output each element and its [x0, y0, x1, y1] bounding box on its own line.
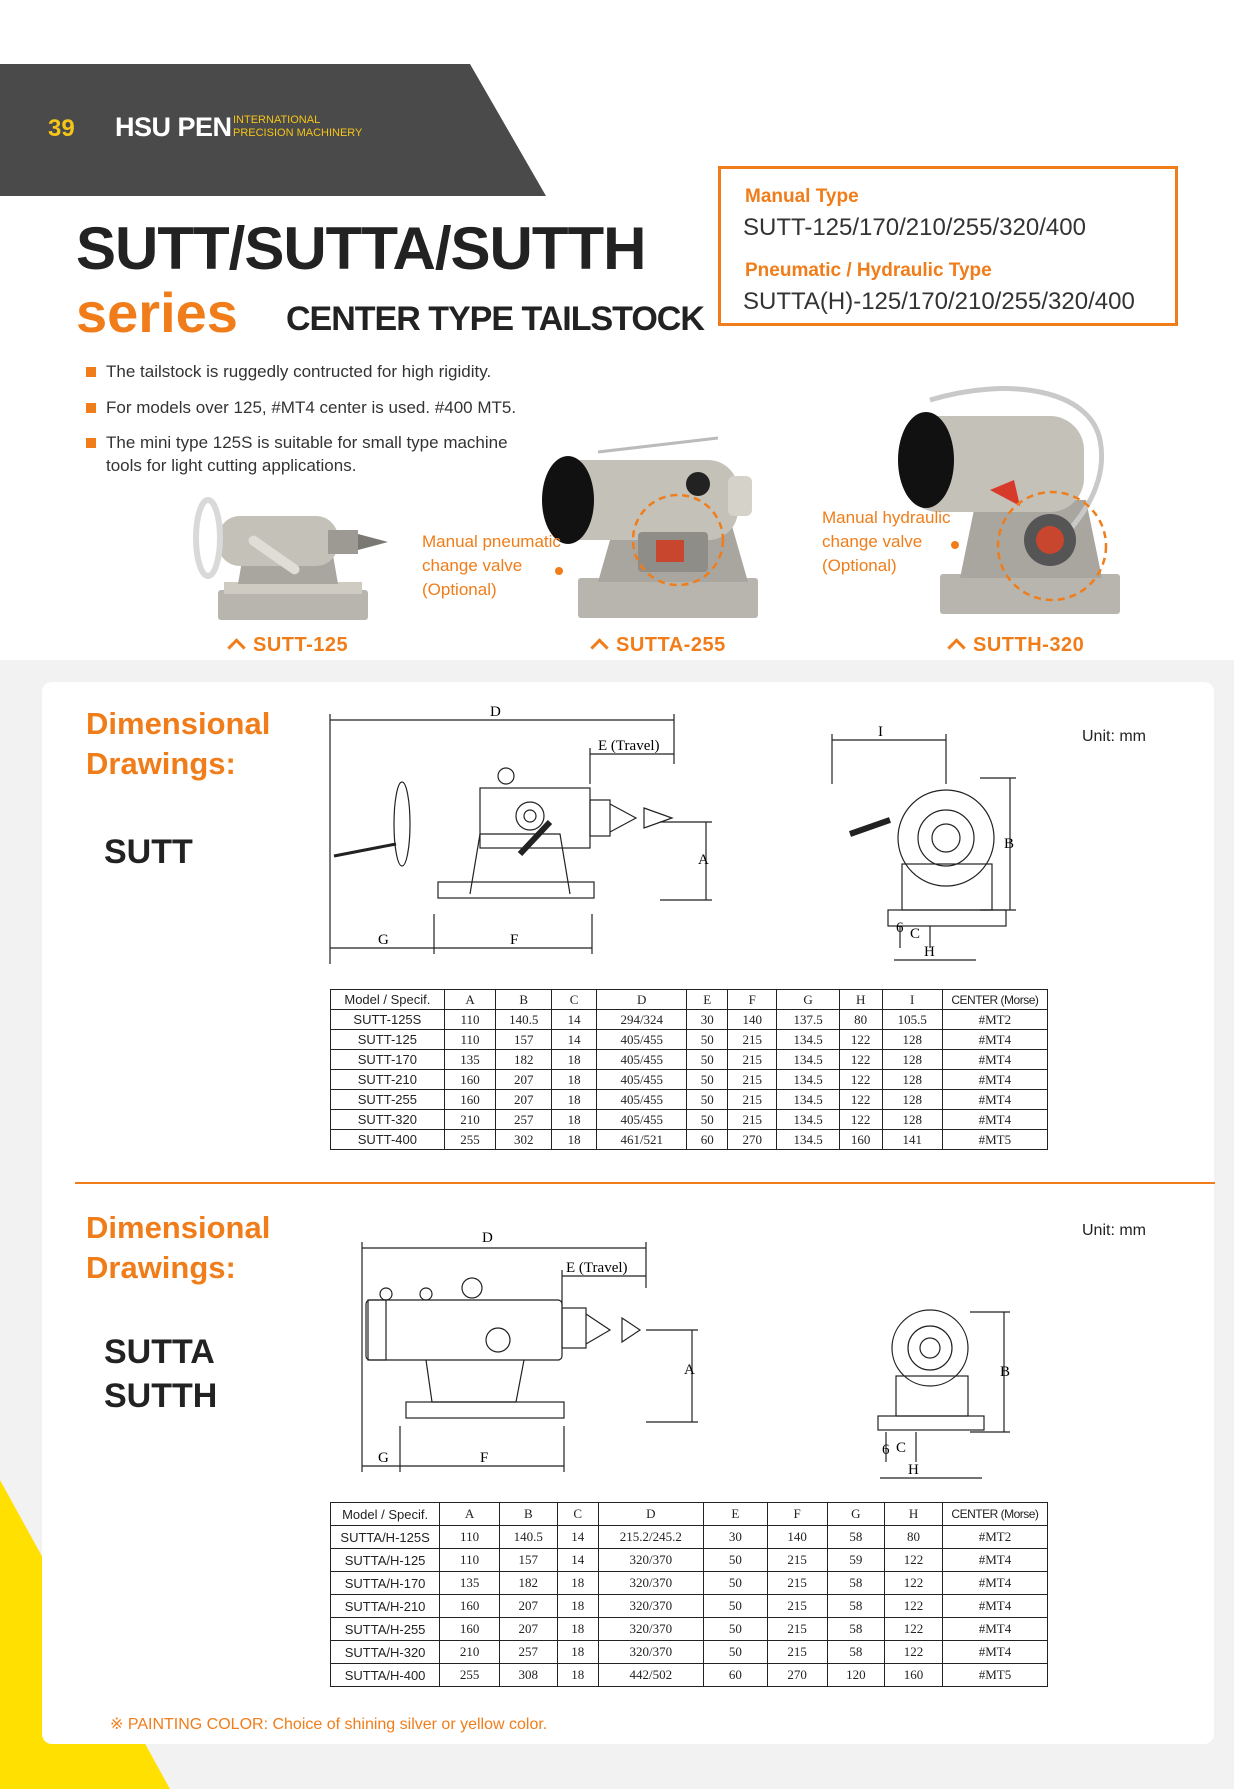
table-cell: #MT4 [942, 1595, 1047, 1618]
table-cell: 134.5 [777, 1070, 839, 1090]
table-cell: 182 [496, 1050, 552, 1070]
sutt-front-drawing [830, 724, 1030, 964]
table-cell: 140.5 [496, 1010, 552, 1030]
table-cell: 320/370 [598, 1572, 703, 1595]
table-cell: 141 [882, 1130, 942, 1150]
table-header-cell: A [440, 1503, 500, 1526]
table-cell: 80 [839, 1010, 882, 1030]
callout-circle-hydraulic [992, 486, 1112, 606]
table-cell: SUTTA/H-170 [331, 1572, 440, 1595]
table-header-cell: E [703, 1503, 767, 1526]
table-cell: 50 [687, 1090, 728, 1110]
table-cell: 122 [885, 1549, 943, 1572]
table-cell: SUTTA/H-400 [331, 1664, 440, 1687]
table-cell: SUTTA/H-125 [331, 1549, 440, 1572]
table-cell: 50 [687, 1050, 728, 1070]
table-row [331, 1090, 1048, 1110]
painting-color-note: ※ PAINTING COLOR: Choice of shining silver or yellow color. [110, 1716, 548, 1733]
callout-line: Manual hydraulic [822, 508, 951, 527]
table-cell: 14 [552, 1030, 597, 1050]
table-cell: 128 [882, 1090, 942, 1110]
table-cell: 215 [728, 1070, 777, 1090]
table-cell: 210 [440, 1641, 500, 1664]
table-header-cell: B [496, 990, 552, 1010]
table-cell: 270 [728, 1130, 777, 1150]
table-cell: 110 [444, 1030, 496, 1050]
table-cell: 215 [767, 1595, 827, 1618]
sutta-side-drawing [356, 1226, 706, 1472]
caption-text: SUTT-125 [253, 634, 349, 656]
sutt-side-drawing [320, 704, 720, 964]
callout-line: (Optional) [422, 580, 497, 599]
table-cell: 320/370 [598, 1595, 703, 1618]
table-header-cell: I [882, 990, 942, 1010]
table-cell: 18 [557, 1641, 598, 1664]
dim-label-f: F [510, 932, 519, 948]
table-cell: #MT4 [942, 1110, 1047, 1130]
manual-type-models: SUTT-125/170/210/255/320/400 [743, 214, 1086, 241]
table-cell: 50 [703, 1549, 767, 1572]
table-cell: 18 [552, 1130, 597, 1150]
chevron-up-icon [947, 638, 965, 656]
table-cell: 255 [444, 1130, 496, 1150]
callout-circle-pneumatic [628, 490, 728, 590]
table-cell: 122 [839, 1030, 882, 1050]
table-cell: 58 [827, 1526, 885, 1549]
table-cell: 215 [767, 1618, 827, 1641]
manual-type-label: Manual Type [745, 186, 859, 207]
table-header-cell: E [687, 990, 728, 1010]
table-cell: 215 [728, 1050, 777, 1070]
table-cell: 122 [839, 1050, 882, 1070]
table-cell: SUTT-400 [331, 1130, 445, 1150]
table-cell: 215 [767, 1549, 827, 1572]
table-cell: 215 [767, 1641, 827, 1664]
brand-subtitle-2: PRECISION MACHINERY [233, 127, 363, 139]
pneumatic-type-models: SUTTA(H)-125/170/210/255/320/400 [743, 288, 1135, 315]
table-cell: 134.5 [777, 1130, 839, 1150]
section1-heading [86, 704, 270, 784]
table-cell: 302 [496, 1130, 552, 1150]
table-cell: 160 [839, 1130, 882, 1150]
table-row [331, 1110, 1048, 1130]
table-cell: 207 [496, 1090, 552, 1110]
table-cell: #MT2 [942, 1010, 1047, 1030]
brand-subtitle-1: INTERNATIONAL [233, 114, 321, 126]
bullet-icon [86, 367, 96, 377]
title-subtitle: CENTER TYPE TAILSTOCK [286, 300, 704, 338]
table-cell: 122 [885, 1641, 943, 1664]
table-cell: 140.5 [499, 1526, 557, 1549]
table-cell: 160 [444, 1090, 496, 1110]
table-cell: SUTT-210 [331, 1070, 445, 1090]
dim-label-f: F [480, 1450, 489, 1466]
dim-label-c: C [896, 1440, 907, 1456]
table-header-cell: G [777, 990, 839, 1010]
callout-line: Manual pneumatic [422, 532, 561, 551]
table-header-cell: D [598, 1503, 703, 1526]
section2-model [104, 1330, 217, 1418]
table-body [331, 1526, 1048, 1687]
table-cell: 255 [440, 1664, 500, 1687]
caption-sutt-125 [230, 634, 348, 657]
table-cell: 320/370 [598, 1549, 703, 1572]
table-cell: 134.5 [777, 1050, 839, 1070]
table-row [331, 1549, 1048, 1572]
table-header-cell: H [839, 990, 882, 1010]
table-cell: SUTT-125 [331, 1030, 445, 1050]
table-cell: 14 [557, 1526, 598, 1549]
product-photo-sutt-125 [178, 486, 418, 626]
table-cell: 50 [687, 1110, 728, 1130]
table-cell: 50 [703, 1572, 767, 1595]
table-cell: 18 [552, 1070, 597, 1090]
table-cell: 215 [767, 1572, 827, 1595]
table-row [331, 1526, 1048, 1549]
table-cell: 122 [885, 1618, 943, 1641]
table-cell: 134.5 [777, 1090, 839, 1110]
table-cell: 215 [728, 1090, 777, 1110]
table-cell: #MT4 [942, 1050, 1047, 1070]
table-cell: #MT4 [942, 1572, 1047, 1595]
table-cell: 60 [687, 1130, 728, 1150]
table-cell: 320/370 [598, 1641, 703, 1664]
table-cell: 207 [499, 1618, 557, 1641]
section2-unit: Unit: mm [1082, 1222, 1146, 1239]
table-cell: 128 [882, 1070, 942, 1090]
table-cell: SUTTA/H-210 [331, 1595, 440, 1618]
table-row [331, 1641, 1048, 1664]
heading-line: Drawings: [86, 746, 236, 781]
table-header-cell: Model / Specif. [331, 990, 445, 1010]
dim-label-h: H [908, 1462, 919, 1478]
table-cell: SUTTA/H-125S [331, 1526, 440, 1549]
table-row [331, 1070, 1048, 1090]
dim-label-a: A [698, 852, 709, 868]
page-title: SUTT/SUTTA/SUTTH [76, 215, 646, 282]
table-cell: 110 [440, 1549, 500, 1572]
heading-line: Dimensional [86, 706, 271, 741]
feature-item-cont: tools for light cutting applications. [106, 456, 357, 475]
table-cell: 110 [440, 1526, 500, 1549]
brand-name: HSU PEN [115, 112, 232, 142]
table-cell: 210 [444, 1110, 496, 1130]
table-cell: 18 [557, 1572, 598, 1595]
chevron-up-icon [590, 638, 608, 656]
table-cell: 110 [444, 1010, 496, 1030]
sutta-front-drawing [836, 1266, 1026, 1486]
table-header-cell: CENTER (Morse) [942, 1503, 1047, 1526]
table-cell: 160 [444, 1070, 496, 1090]
table-cell: 14 [557, 1549, 598, 1572]
table-cell: 157 [499, 1549, 557, 1572]
table-cell: SUTT-255 [331, 1090, 445, 1110]
table-cell: 120 [827, 1664, 885, 1687]
table-cell: 405/455 [597, 1070, 687, 1090]
table-row [331, 1664, 1048, 1687]
table-cell: 80 [885, 1526, 943, 1549]
table-header-cell: Model / Specif. [331, 1503, 440, 1526]
callout-hydraulic [822, 506, 951, 578]
table-cell: 308 [499, 1664, 557, 1687]
table-cell: 122 [839, 1110, 882, 1130]
bullet-icon [86, 403, 96, 413]
dim-label-g: G [378, 1450, 389, 1466]
dim-label-i: I [878, 724, 883, 740]
table-cell: 60 [703, 1664, 767, 1687]
table-cell: 405/455 [597, 1050, 687, 1070]
section1-unit: Unit: mm [1082, 728, 1146, 745]
dim-label-six: 6 [882, 1442, 890, 1458]
table-cell: 294/324 [597, 1010, 687, 1030]
dim-label-g: G [378, 932, 389, 948]
sutt-spec-table [330, 989, 1048, 1150]
dim-label-e: E (Travel) [566, 1260, 628, 1276]
table-row [331, 1030, 1048, 1050]
table-cell: SUTT-125S [331, 1010, 445, 1030]
dim-label-a: A [684, 1362, 695, 1378]
table-cell: 405/455 [597, 1030, 687, 1050]
table-cell: 160 [440, 1595, 500, 1618]
pneumatic-type-label: Pneumatic / Hydraulic Type [745, 260, 992, 281]
caption-text: SUTTA-255 [616, 634, 726, 656]
table-cell: 59 [827, 1549, 885, 1572]
table-header-row [331, 990, 1048, 1010]
table-header-cell: CENTER (Morse) [942, 990, 1047, 1010]
table-cell: 405/455 [597, 1090, 687, 1110]
table-header-cell: D [597, 990, 687, 1010]
caption-text: SUTTH-320 [973, 634, 1085, 656]
table-cell: 50 [703, 1641, 767, 1664]
bullet-icon [86, 438, 96, 448]
table-cell: 320/370 [598, 1618, 703, 1641]
table-cell: 134.5 [777, 1030, 839, 1050]
table-cell: 207 [496, 1070, 552, 1090]
table-header-row [331, 1503, 1048, 1526]
table-header-cell: A [444, 990, 496, 1010]
table-body [331, 1010, 1048, 1150]
table-row [331, 1618, 1048, 1641]
table-cell: 405/455 [597, 1110, 687, 1130]
table-cell: 135 [440, 1572, 500, 1595]
table-cell: #MT4 [942, 1549, 1047, 1572]
section2-heading [86, 1208, 270, 1288]
table-header-cell: C [557, 1503, 598, 1526]
sutta-spec-table [330, 1502, 1048, 1687]
dim-label-h: H [924, 944, 935, 960]
table-header-cell: F [728, 990, 777, 1010]
feature-item [86, 433, 508, 453]
section1-model: SUTT [104, 833, 193, 871]
table-cell: 18 [552, 1110, 597, 1130]
dim-label-six: 6 [896, 920, 904, 936]
callout-line: (Optional) [822, 556, 897, 575]
table-cell: #MT4 [942, 1070, 1047, 1090]
table-cell: #MT5 [942, 1130, 1047, 1150]
feature-item [86, 362, 491, 382]
dim-label-b: B [1000, 1364, 1011, 1380]
table-cell: 58 [827, 1595, 885, 1618]
table-cell: 30 [703, 1526, 767, 1549]
table-cell: 128 [882, 1050, 942, 1070]
table-cell: 58 [827, 1572, 885, 1595]
table-cell: 58 [827, 1618, 885, 1641]
caption-sutta-255 [593, 634, 726, 657]
table-cell: #MT4 [942, 1641, 1047, 1664]
table-cell: 18 [552, 1050, 597, 1070]
table-header-cell: B [499, 1503, 557, 1526]
table-cell: 257 [499, 1641, 557, 1664]
table-cell: 122 [839, 1070, 882, 1090]
dim-label-d: D [490, 704, 501, 720]
callout-line: change valve [822, 532, 923, 551]
table-cell: 30 [687, 1010, 728, 1030]
table-cell: 18 [557, 1664, 598, 1687]
dim-label-b: B [1004, 836, 1015, 852]
feature-text: For models over 125, #MT4 center is used. #400 MT5. [106, 398, 517, 417]
table-cell: 215.2/245.2 [598, 1526, 703, 1549]
table-cell: #MT4 [942, 1030, 1047, 1050]
table-cell: SUTT-320 [331, 1110, 445, 1130]
table-cell: 270 [767, 1664, 827, 1687]
table-cell: SUTTA/H-255 [331, 1618, 440, 1641]
table-cell: 18 [557, 1618, 598, 1641]
table-cell: 128 [882, 1110, 942, 1130]
table-cell: 157 [496, 1030, 552, 1050]
callout-dot-hydraulic [951, 541, 959, 549]
table-row [331, 1010, 1048, 1030]
callout-line: change valve [422, 556, 523, 575]
table-row [331, 1572, 1048, 1595]
dim-label-d: D [482, 1230, 493, 1246]
table-cell: SUTTA/H-320 [331, 1641, 440, 1664]
feature-text: The mini type 125S is suitable for small type machine [106, 433, 508, 452]
table-cell: 134.5 [777, 1110, 839, 1130]
table-cell: 442/502 [598, 1664, 703, 1687]
feature-text: The tailstock is ruggedly contructed for high rigidity. [106, 362, 492, 381]
table-header-cell: F [767, 1503, 827, 1526]
table-cell: SUTT-170 [331, 1050, 445, 1070]
table-cell: 50 [687, 1030, 728, 1050]
table-cell: 215 [728, 1030, 777, 1050]
table-cell: 58 [827, 1641, 885, 1664]
table-cell: 18 [557, 1595, 598, 1618]
table-cell: 18 [552, 1090, 597, 1110]
table-cell: 207 [499, 1595, 557, 1618]
table-row [331, 1130, 1048, 1150]
table-cell: 14 [552, 1010, 597, 1030]
table-cell: 50 [687, 1070, 728, 1090]
table-cell: #MT4 [942, 1090, 1047, 1110]
table-row [331, 1050, 1048, 1070]
table-cell: 122 [839, 1090, 882, 1110]
table-cell: 182 [499, 1572, 557, 1595]
table-header-cell: H [885, 1503, 943, 1526]
title-series: series [76, 281, 238, 344]
table-cell: 140 [767, 1526, 827, 1549]
table-cell: 50 [703, 1618, 767, 1641]
table-cell: 140 [728, 1010, 777, 1030]
dim-label-c: C [910, 926, 921, 942]
table-header-cell: G [827, 1503, 885, 1526]
table-cell: 128 [882, 1030, 942, 1050]
table-cell: 50 [703, 1595, 767, 1618]
callout-pneumatic [422, 530, 561, 602]
table-cell: 160 [885, 1664, 943, 1687]
table-cell: 215 [728, 1110, 777, 1130]
table-cell: #MT2 [942, 1526, 1047, 1549]
table-cell: 105.5 [882, 1010, 942, 1030]
table-cell: 137.5 [777, 1010, 839, 1030]
model-line: SUTTA [104, 1333, 215, 1371]
table-cell: 160 [440, 1618, 500, 1641]
heading-line: Drawings: [86, 1250, 236, 1285]
feature-item [86, 398, 516, 418]
table-cell: 135 [444, 1050, 496, 1070]
table-cell: #MT4 [942, 1618, 1047, 1641]
table-cell: 122 [885, 1572, 943, 1595]
caption-sutth-320 [950, 634, 1084, 657]
table-cell: 461/521 [597, 1130, 687, 1150]
page-number: 39 [48, 115, 75, 142]
table-row [331, 1595, 1048, 1618]
table-cell: 257 [496, 1110, 552, 1130]
table-header-cell: C [552, 990, 597, 1010]
model-line: SUTTH [104, 1377, 218, 1415]
chevron-up-icon [227, 638, 245, 656]
table-cell: 122 [885, 1595, 943, 1618]
table-cell: #MT5 [942, 1664, 1047, 1687]
section-divider [75, 1182, 1215, 1184]
dim-label-e: E (Travel) [598, 738, 660, 754]
heading-line: Dimensional [86, 1210, 271, 1245]
